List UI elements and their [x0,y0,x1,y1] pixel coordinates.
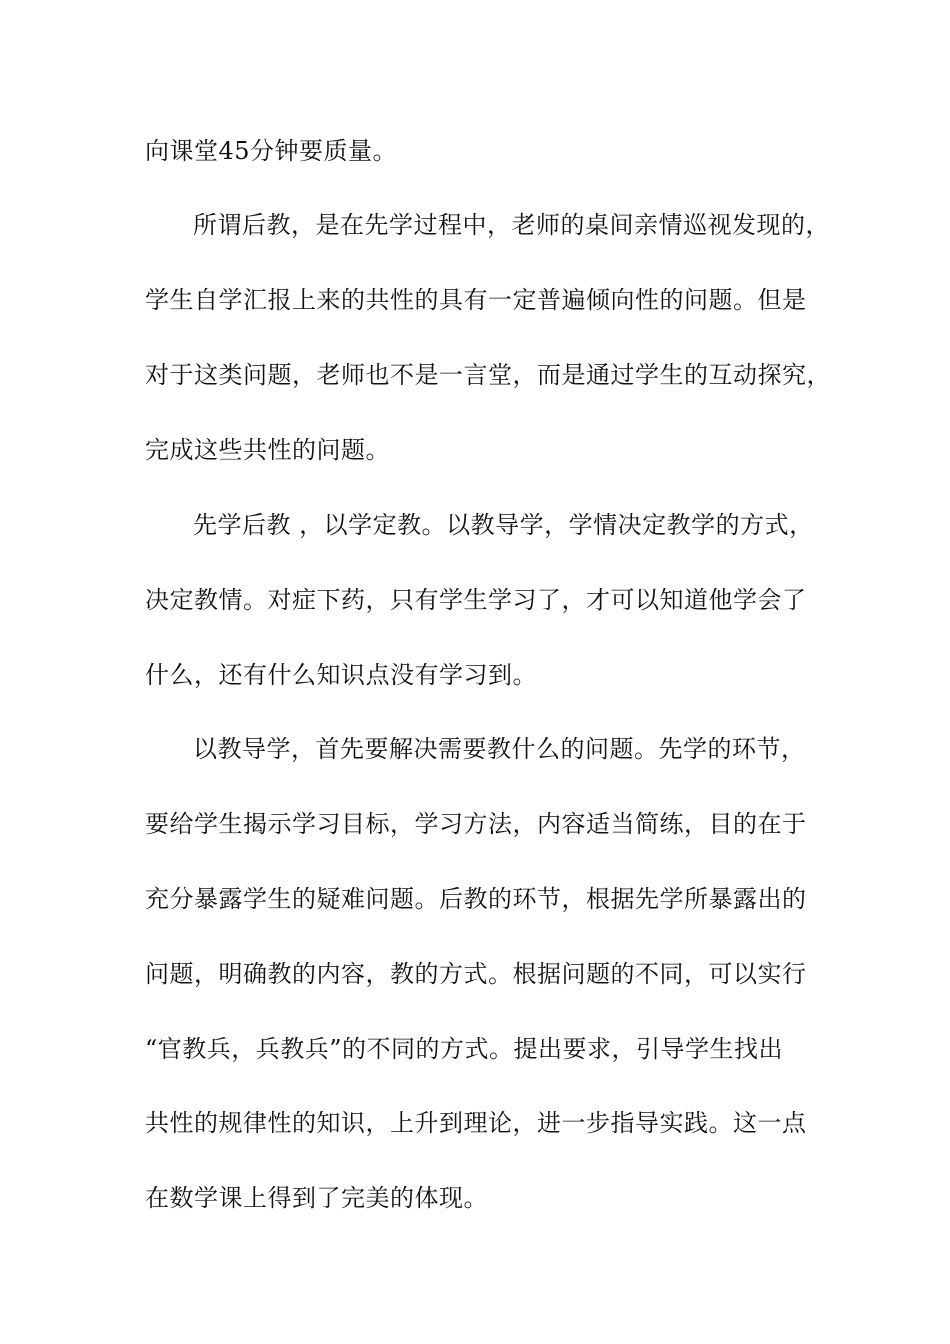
text-line: “官教兵，兵教兵”的不同的方式。提出要求，引导学生找出 [145,1035,784,1063]
text-line: 对于这类问题，老师也不是一言堂，而是通过学生的互动探究， [145,361,831,389]
paragraph-first-line: 所谓后教，是在先学过程中，老师的桌间亲情巡视发现的， [193,211,830,239]
text-line: 共性的规律性的知识，上升到理论，进一步指导实践。这一点 [145,1109,807,1137]
text-line: 问题，明确教的内容，教的方式。根据问题的不同，可以实行 [145,960,807,988]
text-line: 向课堂45分钟要质量。 [145,137,398,165]
text-line: 什么，还有什么知识点没有学习到。 [145,661,537,689]
paragraph-first-line: 先学后教 ，以学定教。以教导学，学情决定教学的方式， [193,511,814,539]
text-line: 完成这些共性的问题。 [145,436,390,464]
paragraph-first-line: 以教导学，首先要解决需要教什么的问题。先学的环节， [193,735,806,763]
text-line: 决定教情。对症下药，只有学生学习了，才可以知道他学会了 [145,586,807,614]
text-line: 要给学生揭示学习目标，学习方法，内容适当简练，目的在于 [145,810,807,838]
text-line: 充分暴露学生的疑难问题。后教的环节，根据先学所暴露出的 [145,885,807,913]
text-line: 学生自学汇报上来的共性的具有一定普遍倾向性的问题。但是 [145,286,807,314]
text-line: 在数学课上得到了完美的体现。 [145,1184,488,1212]
